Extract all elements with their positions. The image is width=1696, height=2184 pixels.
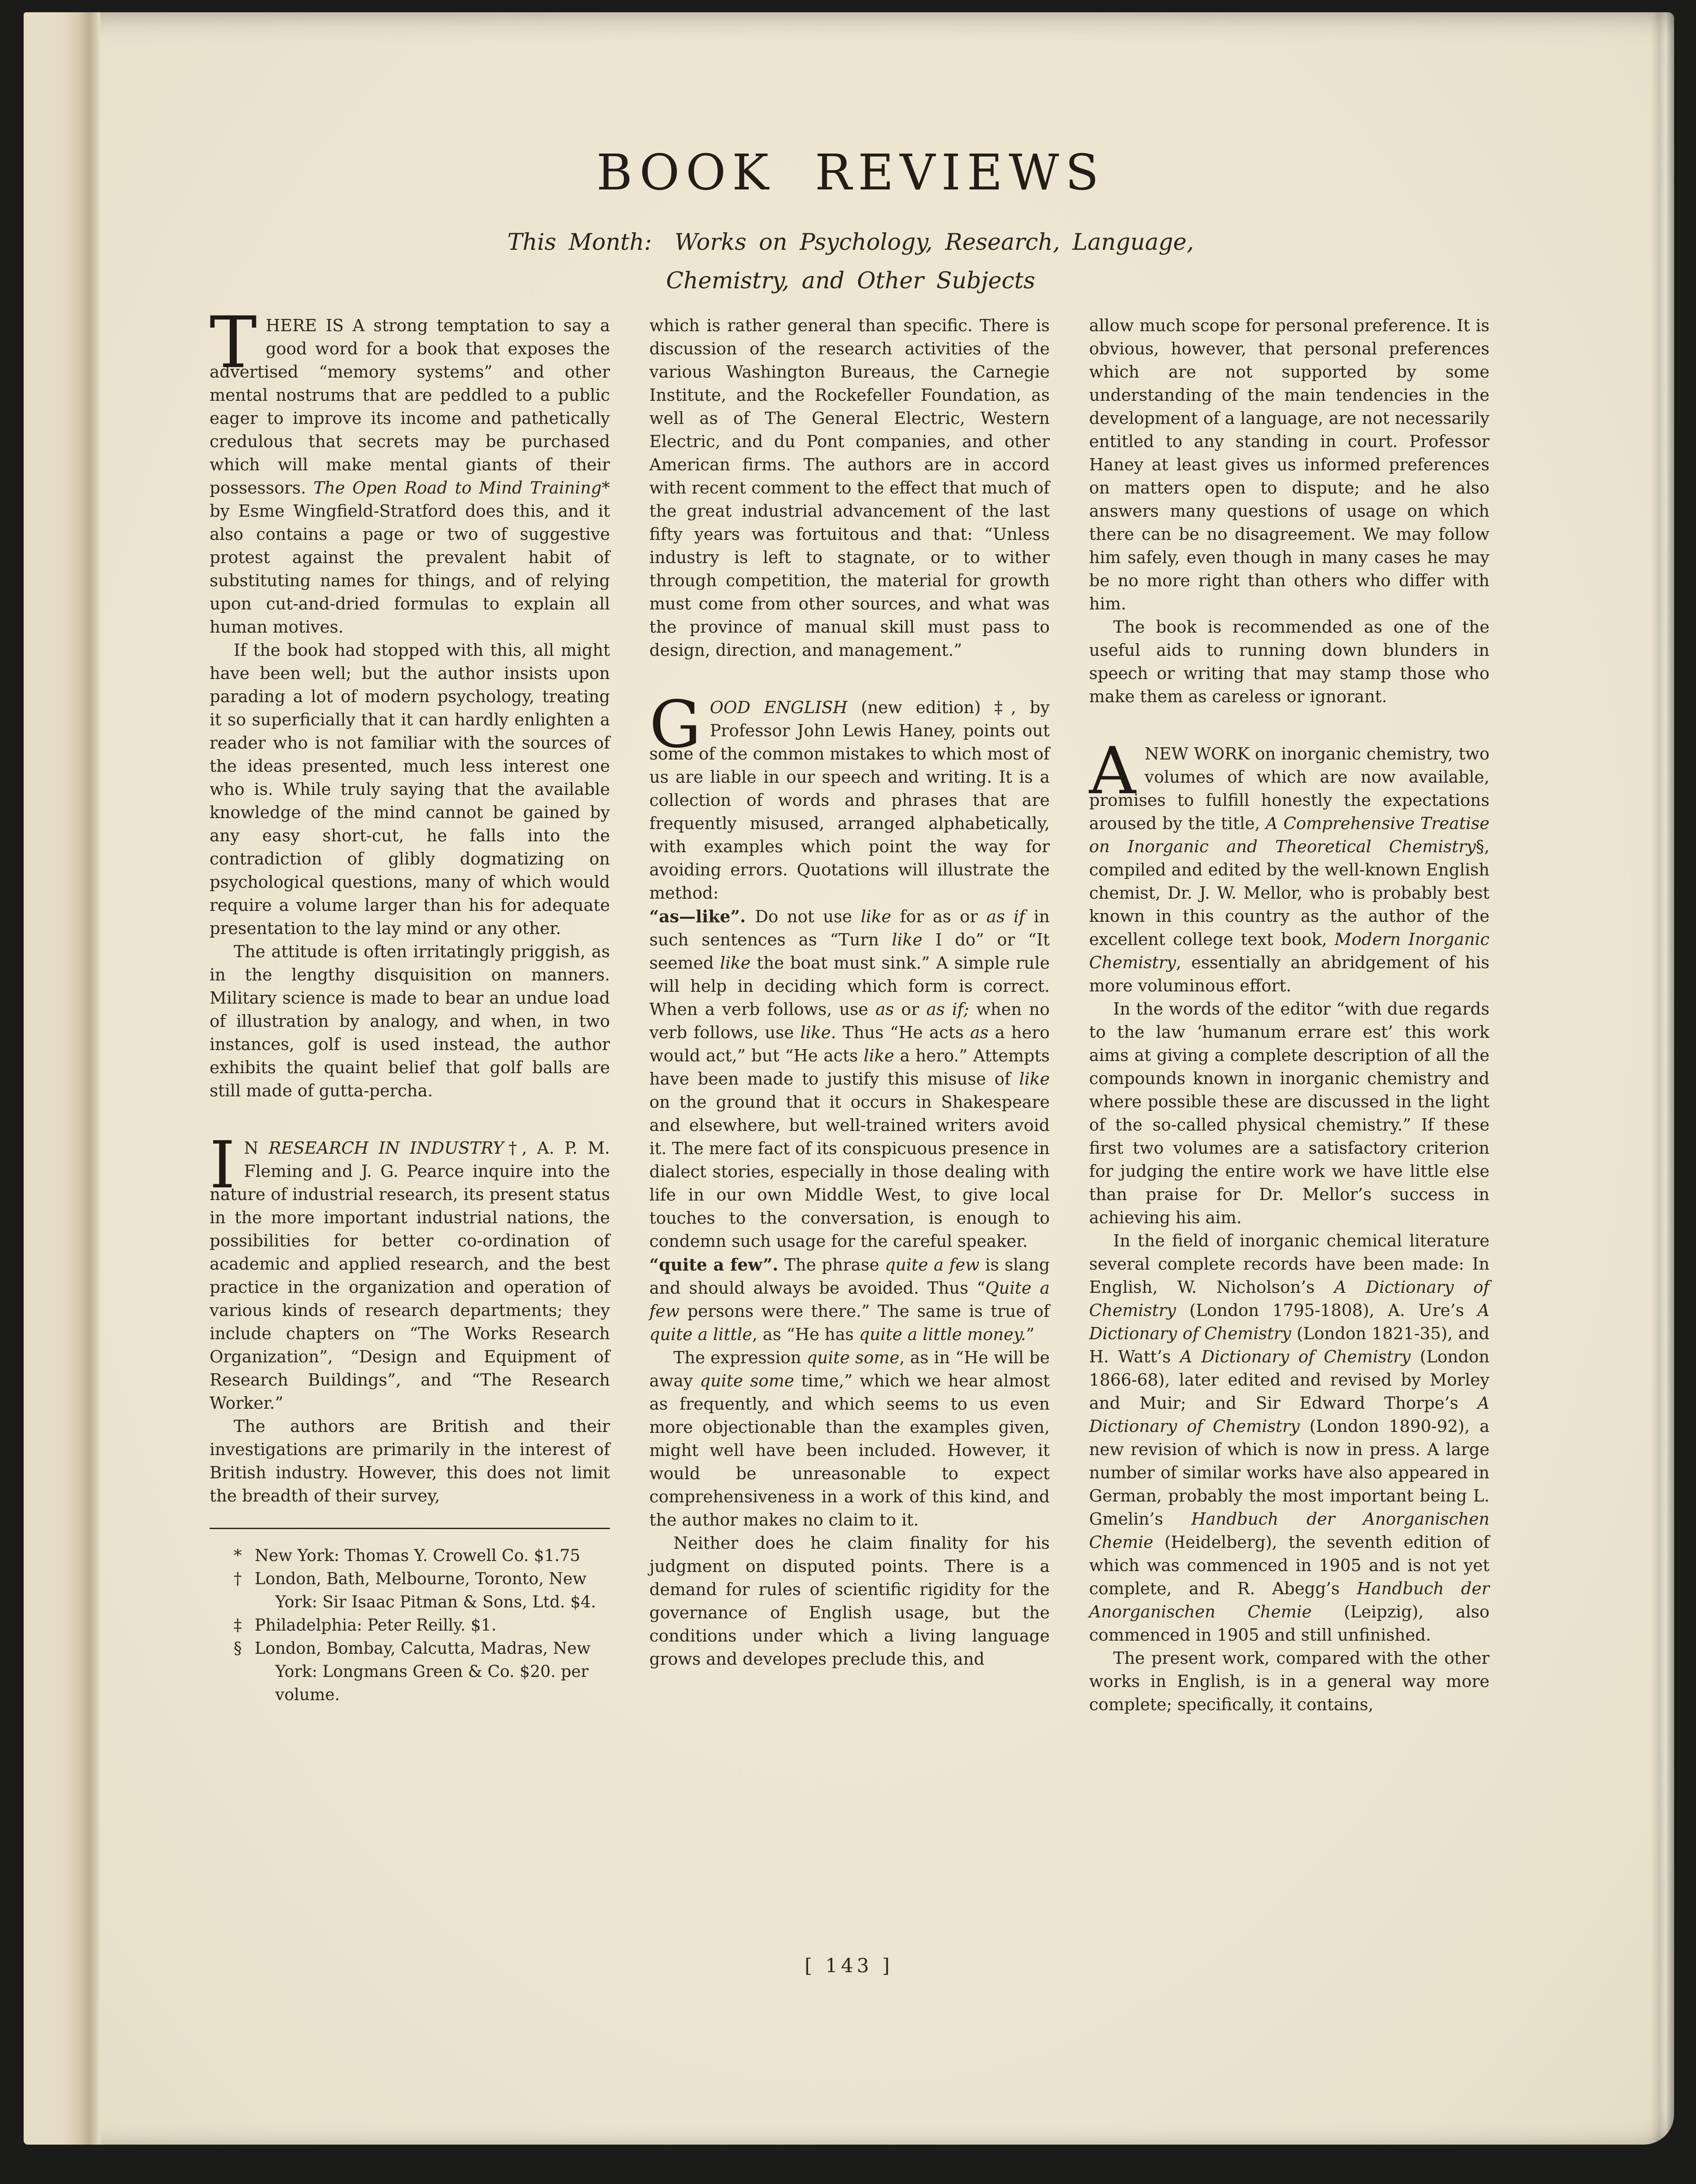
text-run: In the words of the editor “with due regards to the law ‘humanum errare est’ this work aims at giving a complete description of all the compounds known in inorganic chemistry and where possible these are discussed in the light of the so-called physical chemistry.” If these first two volumes are a satisfactory criterion for judging the entire work we have little else than praise for Dr. Mellor’s success in achieving his aim.: [1089, 999, 1489, 1228]
subtitle-line-2: Chemistry, and Other Subjects: [666, 268, 1035, 294]
text-run: A Dictionary of Chemistry: [1089, 1278, 1489, 1320]
text-run: The book is recommended as one of the useful aids to running down blunders in speech or writing that may stamp those who make them as careless or ignorant.: [1089, 617, 1489, 707]
column-2: [649, 314, 1050, 1716]
footnote-marker: *: [234, 1546, 242, 1565]
text-run: like: [892, 930, 923, 950]
text-run: The authors are British and their investigations are primarily in the interest of British industry. However, this does not limit the breadth of their survey,: [210, 1417, 610, 1506]
text-run: (Heidelberg), the seventh edition of which was commenced in 1905 and is not yet complete, and R. Abegg’s: [1089, 1533, 1489, 1599]
text-run: HERE IS A strong temptation to say a good word for a book that exposes the advertised “memory systems” and other mental nostrums that are peddled to a public eager to improve its income and pathetically credulous that secrets may be purchased which will make mental giants of their possessors.: [210, 316, 610, 498]
text-run: The expression: [673, 1348, 807, 1368]
column-3: [1089, 314, 1489, 1716]
text-run: NEW WORK on inorganic chemistry, two volumes of which are now available, promises to fulfill honestly the expectations aroused by the title,: [1089, 744, 1489, 833]
text-run: (London 1795-1808), A. Ure’s: [1176, 1301, 1478, 1320]
magazine-page: [24, 12, 1674, 2145]
text-run: when no verb follows, use: [649, 1000, 1050, 1043]
text-run: “as—like”.: [649, 906, 755, 927]
footnote-marker: ‡: [234, 1616, 242, 1635]
text-run: quite some: [700, 1371, 795, 1391]
text-run: (new edition) ‡, by Professor John Lewis Haney, points out some of the common mistakes to which most of us are liable in our speech and writing. It is a collection of words and phrases that are frequently misused, arranged alphabetically, with examples which point the way for avoiding errors. Quotations will illustrate the method:: [649, 698, 1050, 903]
text-run: (London 1866-68), later edited and revised by Morley and Muir; and Sir Edward Thorpe’s: [1089, 1347, 1489, 1413]
text-run: in such sentences as “Turn: [649, 907, 1050, 950]
review-paragraph: [649, 314, 1050, 662]
text-run: quite a little: [649, 1325, 753, 1344]
text-run: on the ground that it occurs in Shakespeare and elsewhere, but well-trained writers avoid it. The mere fact of its conspicuous presence in dialect stories, especially in those dealing with life in our own Middle West, to give local touches to the conversation, is enough to condemn such usage for the careful speaker.: [649, 1092, 1050, 1251]
page-number: [ 143 ]: [804, 1955, 894, 1977]
text-run: like: [863, 1046, 894, 1066]
text-run: A Dictionary of Chemistry: [1089, 1301, 1489, 1344]
drop-cap: G: [649, 687, 701, 763]
text-run: a hero.” Attempts have been made to justify this misuse of: [649, 1046, 1050, 1089]
text-run: (London 1890-92), a new revision of which is now in press. A large number of similar works have also appeared in German, probably the most important being L. Gmelin’s: [1089, 1417, 1489, 1529]
text-run: †, A. P. M. Fleming and J. G. Pearce inquire into the nature of industrial research, its present status in the more important industrial nations, the possibilities for better co-ordination of academic and applied research, and the best practice in the organization and operation of various kinds of research departments; they include chapters on “The Works Research Organization”, “Design and Equipment of Research Buildings”, and “The Research Worker.”: [210, 1138, 610, 1413]
text-run: , essentially an abridgement of his more voluminous effort.: [1089, 953, 1489, 996]
text-run: the boat must sink.” A simple rule will help in deciding which form is correct. When a verb follows, use: [649, 953, 1050, 1019]
subtitle-line-1: This Month: Works on Psychology, Research, Language,: [507, 229, 1194, 256]
text-run: , as in “He will be away: [649, 1348, 1050, 1391]
text-run: In the field of inorganic chemical literature several complete records have been made: In English, W. Nicholson’s: [1089, 1231, 1489, 1297]
text-run: like: [800, 1023, 831, 1043]
drop-cap: A: [1089, 733, 1136, 809]
page-subtitle: [210, 223, 1492, 300]
text-run: quite a few: [885, 1255, 980, 1275]
text-run: allow much scope for personal preference. It is obvious, however, that personal preferences which are not supported by some understanding of the main tendencies in the development of a language, are not necessarily entitled to any standing in court. Professor Haney at least gives us informed preferences on matters open to dispute; and he also answers many questions of usage on which there can be no disagreement. We may follow him safely, even though in many cases he may be no more right than others who differ with him.: [1089, 316, 1489, 614]
review-paragraph: [210, 302, 610, 639]
footnote-text: London, Bombay, Calcutta, Madras, New York: Longmans Green & Co. $20. per volume.: [255, 1639, 591, 1704]
text-run: The attitude is often irritatingly priggish, as in the lengthy disquisition on manners. Military science is made to bear an undue load of illustration by analogy, and when, in two instances, golf is used instead, the author exhibits the quaint belief that golf balls are still made of gutta-percha.: [210, 942, 610, 1101]
text-run: A Dictionary of Chemistry: [1089, 1393, 1489, 1436]
text-run: which is rather general than specific. There is discussion of the research activities of the various Washington Bureaus, the Carnegie Institute, and the Rockefeller Foundation, as well as of The General Electric, Western Electric, and du Pont companies, and other American firms. The authors are in accord with recent comment to the effect that much of the great industrial advancement of the last fifty years was fortuitous and that: “Unless industry is left to stagnate, or to wither through competition, the material for growth must come from other sources, and what was the province of manual skill must pass to design, direction, and management.”: [649, 316, 1050, 660]
text-run: by Esme Wingfield-Stratford does this, and it also contains a page or two of suggestive protest against the prevalent habit of substituting names for things, and of relying upon cut-and-dried formulas to explain all human motives.: [210, 501, 610, 637]
text-run: Modern Inorganic Chemistry: [1089, 930, 1489, 973]
review-paragraph: [1089, 1647, 1489, 1716]
footnote: [210, 1544, 610, 1567]
text-run: N: [244, 1138, 269, 1158]
page-title: BOOK REVIEWS: [596, 144, 1105, 201]
text-run: (London 1821-35), and H. Watt’s: [1089, 1324, 1489, 1367]
text-run: quite a little money.: [859, 1325, 1026, 1344]
text-run: like: [720, 953, 751, 973]
text-run: The Open Road to Mind Training*: [313, 478, 610, 498]
text-run: §, compiled and edited by the well-known English chemist, Dr. J. W. Mellor, who is probably best known in this country as the author of the excellent college text book,: [1089, 837, 1489, 949]
review-paragraph: [210, 1127, 610, 1415]
drop-cap: T: [210, 302, 257, 385]
text-run: The phrase: [784, 1255, 885, 1275]
review-paragraph: [649, 1346, 1050, 1532]
text-run: is slang and should always be avoided. Thus “: [649, 1255, 1050, 1298]
text-run: persons were there.” The same is true of: [680, 1302, 1050, 1321]
text-run: or: [894, 1000, 926, 1019]
text-run: OOD ENGLISH: [710, 698, 848, 718]
footnote: [210, 1637, 610, 1706]
footnote: [210, 1614, 610, 1637]
review-paragraph: [649, 687, 1050, 905]
text-run: Neither does he claim finality for his judgment on disputed points. There is a demand for rules of scientific rigidity for the governance of English usage, but the conditions under which a living language grows and developes preclude this, and: [649, 1533, 1050, 1669]
footnote-text: London, Bath, Melbourne, Toronto, New York: Sir Isaac Pitman & Sons, Ltd. $4.: [255, 1569, 596, 1612]
text-run: I do” or “It seemed: [649, 930, 1050, 973]
footnote-marker: †: [234, 1569, 242, 1589]
text-run: like: [1019, 1069, 1050, 1089]
text-run: Handbuch der Anorganischen Chemie: [1089, 1509, 1489, 1552]
text-run: like: [861, 907, 891, 927]
footnote: [210, 1567, 610, 1614]
review-paragraph: [1089, 616, 1489, 708]
review-paragraph: [210, 639, 610, 940]
usage-entry: [649, 1253, 1050, 1346]
text-run: RESEARCH IN INDUSTRY: [268, 1138, 504, 1158]
text-run: “quite a few”.: [649, 1255, 785, 1275]
text-run: Handbuch der Anorganischen Chemie: [1089, 1579, 1489, 1622]
text-run: If the book had stopped with this, all might have been well; but the author insists upon parading a lot of modern psychology, treating it so superficially that it can hardly enlighten a reader who is not familiar with the sources of the ideas presented, much less interest one who is. While truly saying that the available knowledge of the mind cannot be gained by any easy short-cut, he falls into the contradiction of glibly dogmatizing on psychological questions, many of which would require a volume larger than his for adequate presentation to the lay mind or any other.: [210, 640, 610, 938]
text-run: for as or: [891, 907, 987, 927]
usage-entry: [649, 905, 1050, 1253]
text-run: quite some: [806, 1348, 900, 1368]
text-run: as if;: [926, 1000, 969, 1019]
review-paragraph: [1089, 314, 1489, 616]
text-run: Do not use: [755, 907, 861, 927]
text-run: a hero would act,” but “He acts: [649, 1023, 1050, 1066]
text-run: . Thus “He acts: [830, 1023, 970, 1043]
column-container: [210, 302, 1492, 1716]
text-run: as: [875, 1000, 894, 1019]
text-run: (Leipzig), also commenced in 1905 and still unfinished.: [1089, 1602, 1489, 1645]
text-run: A Dictionary of Chemistry: [1180, 1347, 1411, 1367]
review-paragraph: [210, 1415, 610, 1508]
drop-cap: I: [210, 1127, 235, 1203]
review-paragraph: [1089, 1229, 1489, 1647]
text-run: , as “He has: [752, 1325, 859, 1344]
text-run: ”: [1026, 1325, 1035, 1344]
column-1: [210, 302, 610, 1716]
page-content: [210, 12, 1492, 1716]
review-paragraph: [1089, 998, 1489, 1229]
review-paragraph: [1089, 733, 1489, 998]
footnote-text: Philadelphia: Peter Reilly. $1.: [255, 1616, 497, 1635]
text-run: as if: [986, 907, 1025, 927]
text-run: Quite a few: [649, 1278, 1050, 1321]
book-gutter-crease: [24, 12, 100, 2145]
text-run: as: [970, 1023, 989, 1043]
footnote-text: New York: Thomas Y. Crowell Co. $1.75: [255, 1546, 581, 1565]
footnote-rule: [210, 1528, 610, 1529]
review-paragraph: [210, 940, 610, 1102]
footnote-marker: §: [234, 1639, 242, 1658]
review-paragraph: [649, 1532, 1050, 1671]
text-run: A Comprehensive Treatise on Inorganic and Theoretical Chemistry: [1089, 814, 1489, 857]
text-run: The present work, compared with the other works in English, is in a general way more complete; specifically, it contains,: [1089, 1648, 1489, 1715]
text-run: time,” which we hear almost as frequently, and which seems to us even more objectionable than the examples given, might well have been included. However, it would be unreasonable to expect comprehensiveness in a work of this kind, and the author makes no claim to it.: [649, 1371, 1050, 1530]
